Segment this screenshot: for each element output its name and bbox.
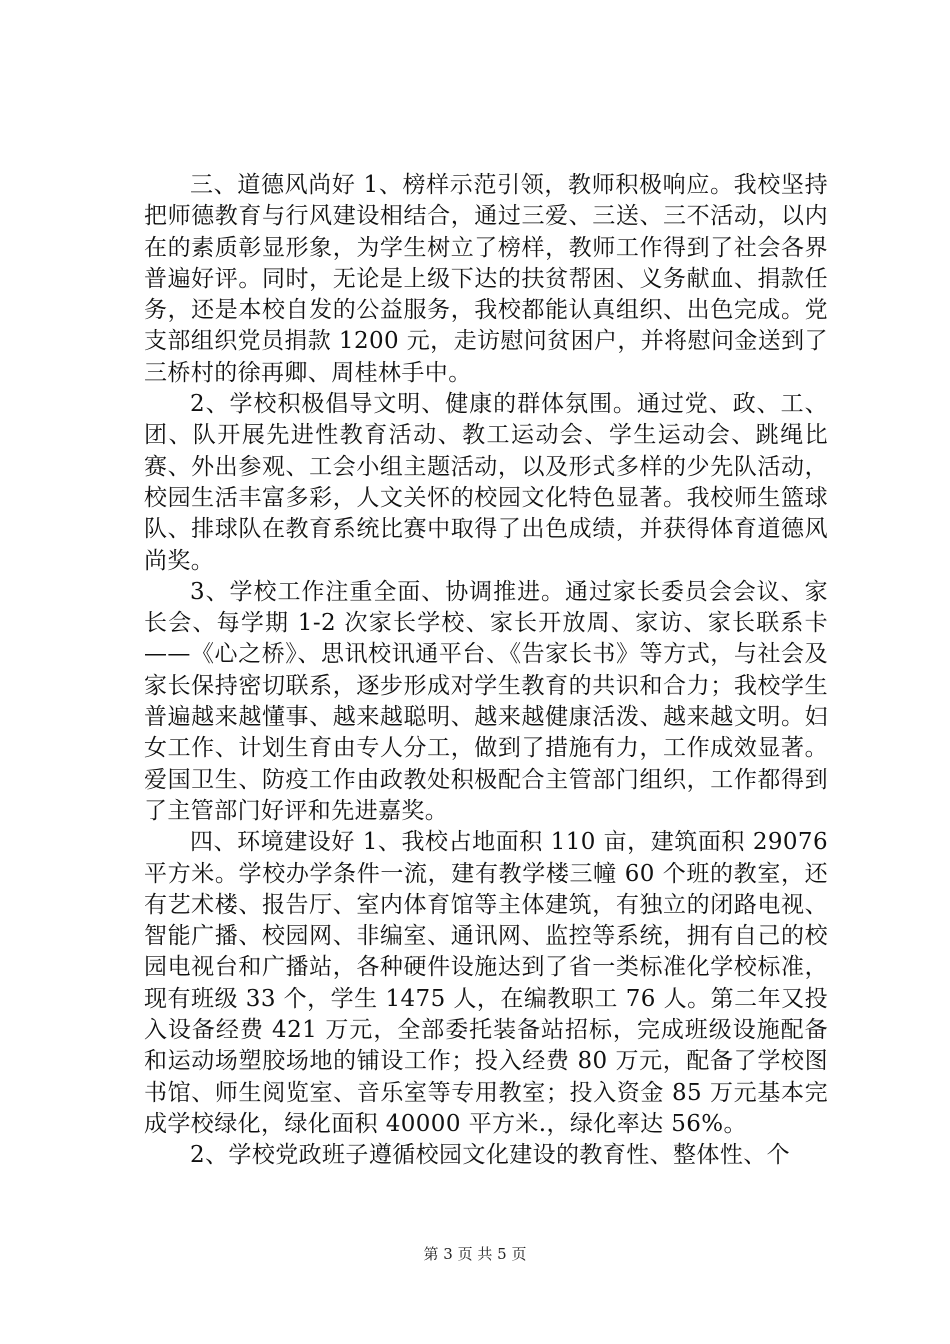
paragraph-campus-culture: 2、学校党政班子遵循校园文化建设的教育性、整体性、个 — [190, 1142, 791, 1169]
paragraph-environment-construction: 四、环境建设好 1、我校占地面积 110 亩，建筑面积 29076 平方米。学校办学条件一流，建有教学楼三幢 60 个班的教室，还有艺术楼、报告厅、室内体育馆等主体建筑，有独立的闭路电视、智能广播、校园网、非编室、通讯网、监控等系统，拥有自己的校园电视台和广播站，各种硬件设施达到了省一类标准化学校标准，现有班级 33 个，学生 1475 人，在编教职工 76 人。第二年又投入设备经费 421 万元，全部委托装备站招标，完成班级设施配备和运动场塑胶场地的铺设工作；投入经费 80 万元，配备了学校图书馆、师生阅览室、音乐室等专用教室；投入资金 85 万元基本完成学校绿化，绿化面积 40000 平方米.，绿化率达 56%。 — [144, 829, 828, 1137]
paragraph-civilized-atmosphere: 2、学校积极倡导文明、健康的群体氛围。通过党、政、工、团、队开展先进性教育活动、教工运动会、学生运动会、跳绳比赛、外出参观、工会小组主题活动，以及形式多样的少先队活动，校园生活丰富多彩，人文关怀的校园文化特色显著。我校师生篮球队、排球队在教育系统比赛中取得了出色成绩，并获得体育道德风尚奖。 — [144, 391, 828, 574]
page-number-footer: 第 3 页 共 5 页 — [423, 1245, 527, 1263]
paragraph-coordinated-work: 3、学校工作注重全面、协调推进。通过家长委员会会议、家长会、每学期 1-2 次家长学校、家长开放周、家访、家长联系卡——《心之桥》、思讯校讯通平台、《告家长书》等方式，与社会及家长保持密切联系，逐步形成对学生教育的共识和合力；我校学生普遍越来越懂事、越来越聪明、越来越健康活泼、越来越文明。妇女工作、计划生育由专人分工，做到了措施有力，工作成效显著。爱国卫生、防疫工作由政教处积极配合主管部门组织，工作都得到了主管部门好评和先进嘉奖。 — [144, 578, 828, 824]
document-body — [144, 170, 828, 1172]
paragraph-moral-style: 三、道德风尚好 1、榜样示范引领，教师积极响应。我校坚持把师德教育与行风建设相结合，通过三爱、三送、三不活动，以内在的素质彰显形象，为学生树立了榜样，教师工作得到了社会各界普遍好评。同时，无论是上级下达的扶贫帮困、义务献血、捐款任务，还是本校自发的公益服务，我校都能认真组织、出色完成。党支部组织党员捐款 1200 元，走访慰问贫困户，并将慰问金送到了三桥村的徐再卿、周桂林手中。 — [144, 172, 828, 386]
